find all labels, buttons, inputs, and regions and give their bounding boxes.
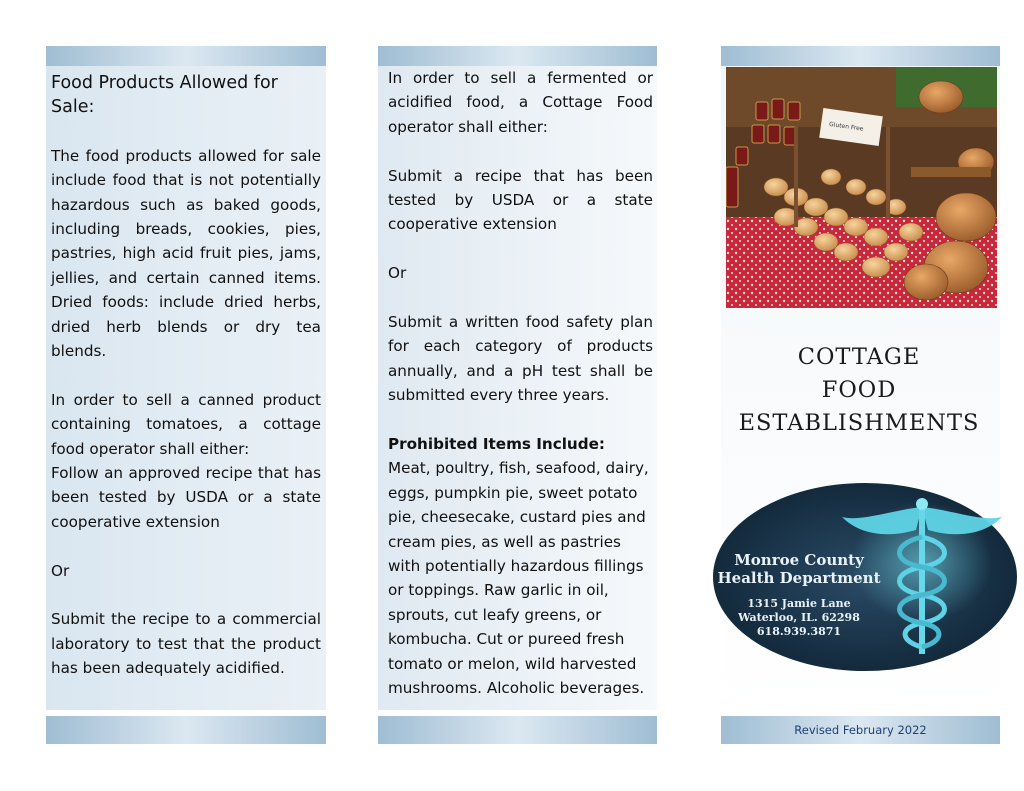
left-panel-heading: Food Products Allowed for Sale:	[51, 73, 278, 118]
bake-sale-photo	[726, 67, 997, 308]
middle-panel-text	[388, 66, 653, 701]
prohibited-items-list: Meat, poultry, fish, seafood, dairy, eggs, pumpkin pie, sweet potato pie, cheesecake, custard pies and cream pies, as well as pastries with potentially hazardous fillings or toppings. Raw garlic in oil, sprouts, cut leafy greens, or kombucha. Cut or pureed fresh tomato or melon, wild harvested mushrooms. Alcoholic beverages.	[388, 459, 649, 698]
photo-sign-text: Gluten Free	[828, 120, 864, 133]
revised-date: Revised February 2022	[794, 723, 927, 737]
health-department-logo	[712, 482, 1018, 672]
or-separator: Or	[51, 561, 70, 580]
right-top-bar	[721, 46, 1000, 66]
title-line-3: ESTABLISHMENTS	[738, 410, 980, 436]
left-bottom-bar	[46, 716, 326, 744]
logo-address-line1: 1315 Jamie Lane	[747, 597, 851, 610]
logo-phone: 618.939.3871	[756, 625, 842, 638]
title-line-1: COTTAGE	[797, 344, 921, 370]
approved-recipe-paragraph: Follow an approved recipe that has been tested by USDA or a state cooperative extension	[51, 464, 321, 531]
prohibited-items-label: Prohibited Items Include:	[388, 435, 605, 454]
lab-test-paragraph: Submit the recipe to a commercial laboratory to test that the product has been adequately acidified.	[51, 610, 321, 678]
middle-top-bar	[378, 46, 657, 66]
left-panel-text	[51, 71, 321, 681]
fermented-food-paragraph: In order to sell a fermented or acidified food, a Cottage Food operator shall either:	[388, 69, 653, 136]
title-line-2: FOOD	[821, 377, 897, 403]
or-separator-middle: Or	[388, 264, 407, 283]
food-safety-plan-paragraph: Submit a written food safety plan for each category of products annually, and a pH test shall be submitted every three years.	[388, 313, 653, 405]
allowed-foods-paragraph: The food products allowed for sale include food that is not potentially hazardous such as baked goods, including breads, cookies, pies, pastries, high acid fruit pies, jams, jellies, and certain canned items. Dried foods: include dried herbs, dried herb blends or dry tea blends.	[51, 146, 321, 361]
logo-org-line1: Monroe County	[734, 551, 864, 569]
logo-org-line2: Health Department	[717, 569, 881, 587]
brochure-title	[722, 341, 996, 440]
tested-recipe-paragraph: Submit a recipe that has been tested by USDA or a state cooperative extension	[388, 166, 653, 234]
logo-address-line2: Waterloo, IL. 62298	[738, 611, 860, 624]
left-top-bar	[46, 46, 326, 66]
middle-bottom-bar	[378, 716, 657, 744]
canned-tomato-paragraph: In order to sell a canned product containing tomatoes, a cottage food operator shall either:	[51, 390, 321, 458]
prohibited-items-paragraph	[388, 432, 653, 700]
